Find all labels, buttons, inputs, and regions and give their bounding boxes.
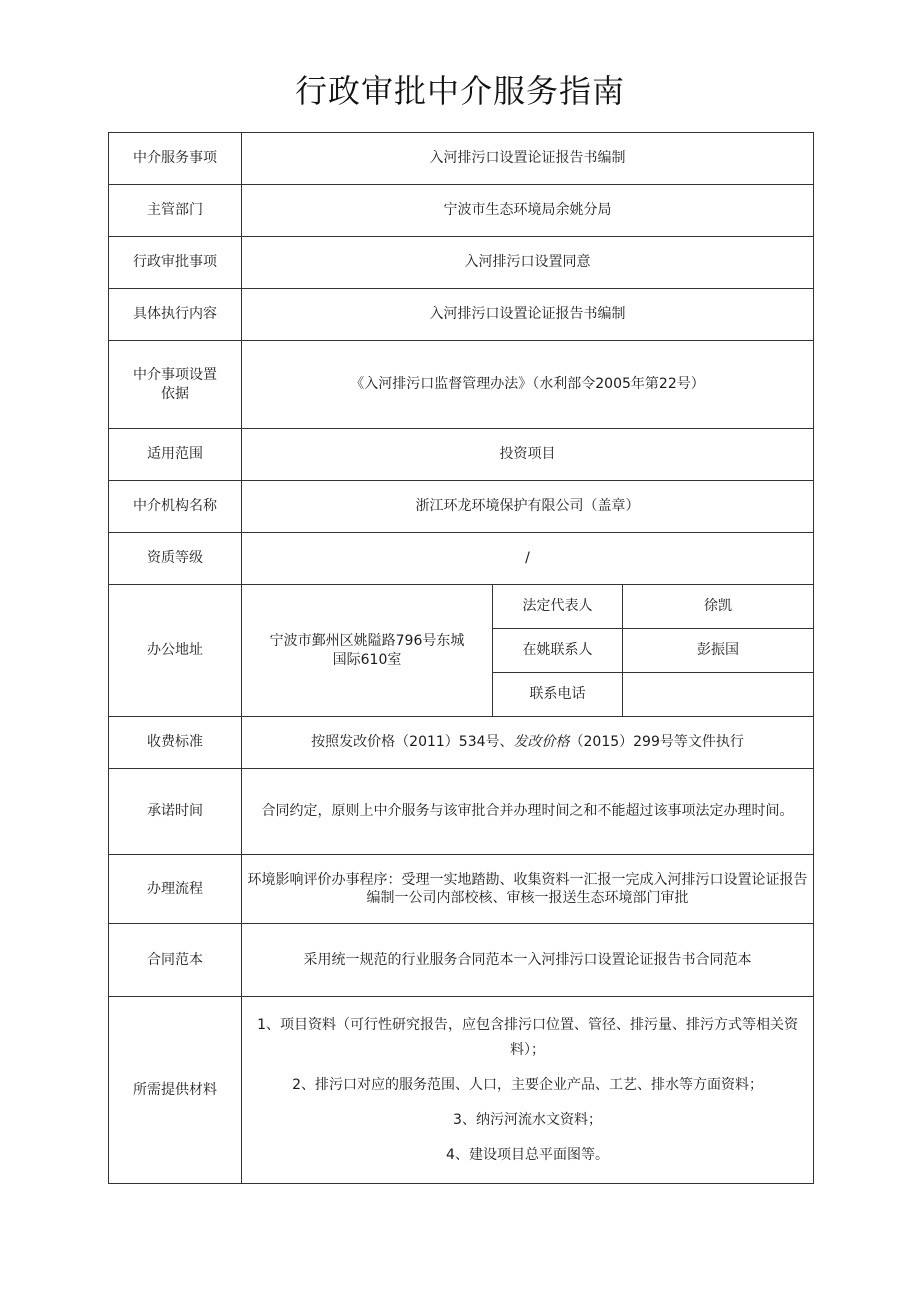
fees-value: [242, 717, 814, 769]
materials-item-1: 1、项目资料（可行性研究报告，应包含排污口位置、管径、排污量、排污方式等相关资料）；: [257, 1016, 798, 1058]
materials-item-3: 3、纳污河流水文资料；: [453, 1111, 602, 1128]
basis-value: 《入河排污口监督管理办法》（水利部令2005年第22号）: [242, 341, 814, 429]
process-value: 环境影响评价办事程序：受理一实地踏勘、收集资料一汇报一完成入河排污口设置论证报告编制一公司内部校核、审核一报送生态环境部门审批: [242, 855, 814, 924]
department-value: 宁波市生态环境局余姚分局: [242, 185, 814, 237]
row-contract: [109, 924, 814, 997]
row-basis: [109, 341, 814, 429]
service-item-label: 中介服务事项: [109, 133, 242, 185]
office-address-line2: 国际610室: [332, 651, 402, 668]
row-scope: [109, 429, 814, 481]
agency-value: 浙江环龙环境保护有限公司（盖章）: [242, 481, 814, 533]
contract-label: 合同范本: [109, 924, 242, 997]
service-item-value: 入河排污口设置论证报告书编制: [242, 133, 814, 185]
approval-item-value: 入河排污口设置同意: [242, 237, 814, 289]
row-promise: [109, 769, 814, 855]
agency-label: 中介机构名称: [109, 481, 242, 533]
approval-item-label: 行政审批事项: [109, 237, 242, 289]
materials-item-2: 2、排污口对应的服务范围、人口，主要企业产品、工艺、排水等方面资料；: [292, 1076, 763, 1093]
row-approval-item: [109, 237, 814, 289]
office-address: [242, 585, 493, 717]
materials-item-4: 4、建设项目总平面图等。: [446, 1146, 609, 1163]
scope-value: 投资项目: [242, 429, 814, 481]
fees-label: 收费标准: [109, 717, 242, 769]
row-department: [109, 185, 814, 237]
row-process: [109, 855, 814, 924]
row-materials: [109, 997, 814, 1184]
row-fees: [109, 717, 814, 769]
process-label: 办理流程: [109, 855, 242, 924]
phone-value: [623, 673, 814, 717]
basis-label-line2: 依据: [161, 385, 189, 402]
service-guide-table: [108, 132, 814, 1184]
basis-label-line1: 中介事项设置: [133, 367, 217, 384]
row-content: [109, 289, 814, 341]
scope-label: 适用范围: [109, 429, 242, 481]
legal-rep-label: 法定代表人: [493, 585, 623, 629]
fees-value-part2: 发改价格: [513, 734, 570, 751]
content-label: 具体执行内容: [109, 289, 242, 341]
qualification-value: /: [242, 533, 814, 585]
fees-value-part1: 按照发改价格（2011）534号、: [311, 734, 514, 751]
local-contact-value: 彭振国: [623, 629, 814, 673]
row-office-legal-rep: [109, 585, 814, 629]
materials-list: [242, 997, 814, 1184]
office-label: 办公地址: [109, 585, 242, 717]
page-title: 行政审批中介服务指南: [294, 72, 625, 110]
promise-label: 承诺时间: [109, 769, 242, 855]
contract-value: 采用统一规范的行业服务合同范本一入河排污口设置论证报告书合同范本: [242, 924, 814, 997]
department-label: 主管部门: [109, 185, 242, 237]
legal-rep-value: 徐凯: [623, 585, 814, 629]
materials-label: 所需提供材料: [109, 997, 242, 1184]
row-service-item: [109, 133, 814, 185]
office-address-line1: 宁波市鄞州区姚隘路796号东城: [269, 633, 465, 650]
qualification-label: 资质等级: [109, 533, 242, 585]
basis-label: [109, 341, 242, 429]
fees-value-part3: （2015）299号等文件执行: [569, 734, 744, 751]
content-value: 入河排污口设置论证报告书编制: [242, 289, 814, 341]
row-qualification: [109, 533, 814, 585]
local-contact-label: 在姚联系人: [493, 629, 623, 673]
phone-label: 联系电话: [493, 673, 623, 717]
promise-value: 合同约定，原则上中介服务与该审批合并办理时间之和不能超过该事项法定办理时间。: [242, 769, 814, 855]
row-agency: [109, 481, 814, 533]
